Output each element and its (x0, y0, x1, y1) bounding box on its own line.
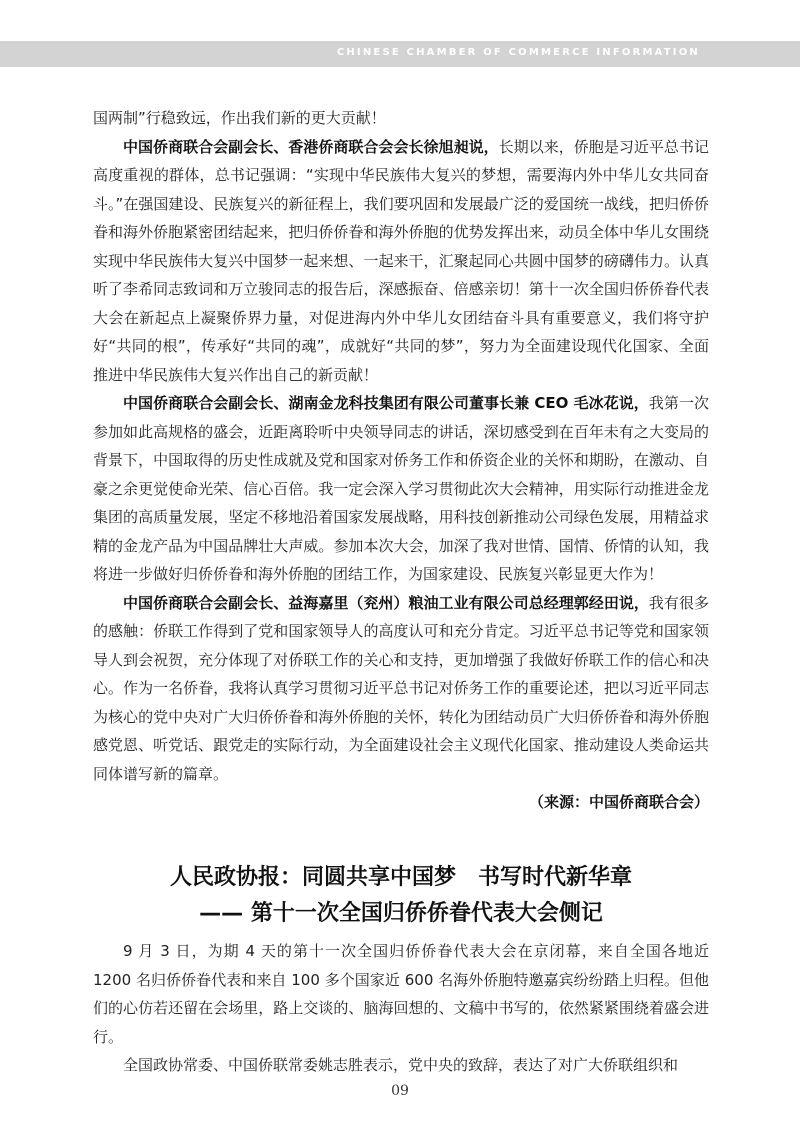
article-title-block (93, 860, 709, 932)
article-title: 人民政协报：同圆共享中国梦 书写时代新华章 (169, 865, 632, 890)
speaker-lead: 中国侨商联合会副会长、香港侨商联合会会长徐旭昶说， (123, 137, 499, 156)
speaker-lead: 中国侨商联合会副会长、湖南金龙科技集团有限公司董事长兼 CEO 毛冰花说， (123, 394, 649, 412)
paragraph-intro: 9 月 3 日，为期 4 天的第十一次全国归侨侨眷代表大会在京闭幕，来自全国各地近 1200 名归侨侨眷代表和来自 100 多个国家近 600 名海外侨胞特邀嘉宾纷纷踏上归程。但他们的心仿若还留在会场里，路上交谈的、脑海回想的、文稿中书写的，依然紧紧围绕着盛会进行。 (93, 942, 709, 1046)
paragraph-guo: 中国侨商联合会副会长、益海嘉里（兖州）粮油工业有限公司总经理郭经田说，我有很多的感触：侨联工作得到了党和国家领导人的高度认可和充分肯定。习近平总书记等党和国家领导人到会祝贺，充分体现了对侨联工作的关心和支持，更加增强了我做好侨联工作的信心和决心。作为一名侨眷，我将认真学习贯彻习近平总书记对侨务工作的重要论述，把以习近平同志为核心的党中央对广大归侨侨眷和海外侨胞的关怀，转化为团结动员广大归侨侨眷和海外侨胞感党恩、听党话、跟党走的实际行动，为全面建设社会主义现代化国家、推动建设人类命运共同体谱写新的篇章。 (93, 593, 709, 783)
article-body-2 (93, 937, 709, 1080)
page-number: 09 (391, 1083, 409, 1099)
source-credit: （来源：中国侨商联合会） (528, 793, 709, 811)
speaker-lead: 中国侨商联合会副会长、益海嘉里（兖州）粮油工业有限公司总经理郭经田说， (123, 593, 649, 612)
article-subtitle: —— 第十一次全国归侨侨眷代表大会侧记 (199, 901, 603, 926)
paragraph-continuation: 国两制”行稳致远，作出我们新的更大贡献！ (93, 109, 386, 127)
running-header: CHINESE CHAMBER OF COMMERCE INFORMATION (336, 47, 700, 58)
paragraph-yao: 全国政协常委、中国侨联常委姚志胜表示，党中央的致辞，表达了对广大侨联组织和 (123, 1056, 679, 1074)
paragraph-xu: 中国侨商联合会副会长、香港侨商联合会会长徐旭昶说，长期以来，侨胞是习近平总书记高度重视的群体，总书记强调：“实现中华民族伟大复兴的梦想，需要海内外中华儿女共同奋斗。”在强国建设、民族复兴的新征程上，我们要巩固和发展最广泛的爱国统一战线，把归侨侨眷和海外侨胞紧密团结起来，把归侨侨眷和海外侨胞的优势发挥出来，动员全体中华儿女围绕实现中华民族伟大复兴中国梦一起来想、一起来干，汇聚起同心共圆中国梦的磅礴伟力。认真听了李希同志致词和万立骏同志的报告后，深感振奋、倍感亲切！第十一次全国归侨侨眷代表大会在新起点上凝聚侨界力量，对促进海内外中华儿女团结奋斗具有重要意义，我们将守护好“共同的根”，传承好“共同的魂”，成就好“共同的梦”，努力为全面建设现代化国家、全面推进中华民族伟大复兴作出自己的新贡献！ (93, 137, 709, 384)
article-body-1 (93, 104, 709, 817)
paragraph-mao: 中国侨商联合会副会长、湖南金龙科技集团有限公司董事长兼 CEO 毛冰花说，我第一次参加如此高规格的盛会，近距离聆听中央领导同志的讲话，深切感受到在百年未有之大变局的背景下，中国取得的历史性成就及党和国家对侨务工作和侨资企业的关怀和期盼，在激动、自豪之余更觉使命光荣、信心百倍。我一定会深入学习贯彻此次大会精神，用实际行动推进金龙集团的高质量发展，坚定不移地沿着国家发展战略，用科技创新推动公司绿色发展，用精益求精的金龙产品为中国品牌壮大声威。参加本次大会，加深了我对世情、国情、侨情的认知，我将进一步做好归侨侨眷和海外侨胞的团结工作，为国家建设、民族复兴彰显更大作为！ (93, 394, 709, 583)
